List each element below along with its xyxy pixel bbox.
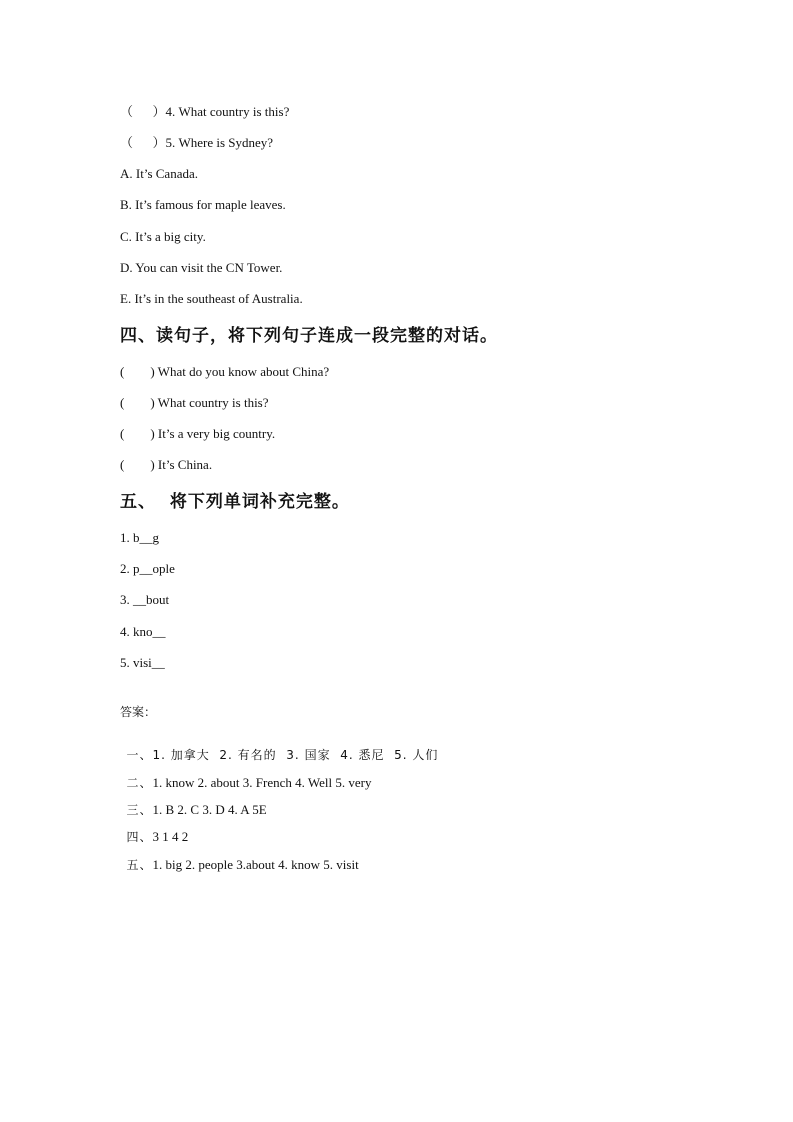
section-5-heading: 五、 将下列单词补充完整。 (120, 492, 350, 512)
answers-label: 答案： (120, 705, 157, 719)
answer-3-prefix: 三、 (126, 803, 153, 817)
answer-3-body: 1. B 2. C 3. D 4. A 5E (152, 802, 267, 817)
answer-2-body: 1. know 2. about 3. French 4. Well 5. very (152, 775, 372, 790)
option-a: A. It’s Canada. (120, 166, 198, 181)
dialogue-item-1: ( ) What do you know about China? (120, 364, 330, 379)
answer-1-prefix: 一、 (126, 748, 153, 762)
word-item-3: 3. __bout (120, 592, 170, 607)
answer-5-body: 1. big 2. people 3.about 4. know 5. visit (152, 857, 359, 872)
word-item-1: 1. b__g (120, 530, 159, 545)
answer-4-prefix: 四、 (126, 830, 153, 844)
answer-5 (120, 841, 359, 873)
option-e: E. It’s in the southeast of Australia. (120, 291, 303, 306)
question-4: （ ）4. What country is this? (120, 104, 290, 119)
answer-2-prefix: 二、 (126, 776, 153, 790)
option-c: C. It’s a big city. (120, 229, 206, 244)
dialogue-item-3: ( ) It’s a very big country. (120, 426, 276, 441)
word-item-2: 2. p__ople (120, 561, 175, 576)
answer-4-body: 3 1 4 2 (152, 829, 189, 844)
option-d: D. You can visit the CN Tower. (120, 260, 283, 275)
section-4-heading: 四、读句子，将下列句子连成一段完整的对话。 (120, 326, 498, 346)
dialogue-item-4: ( ) It’s China. (120, 457, 213, 472)
word-item-4: 4. kno__ (120, 624, 166, 639)
answer-1-body: 1. 加拿大 2. 有名的 3. 国家 4. 悉尼 5. 人们 (152, 748, 439, 762)
dialogue-item-2: ( ) What country is this? (120, 395, 269, 410)
word-item-5: 5. visi__ (120, 655, 165, 670)
option-b: B. It’s famous for maple leaves. (120, 197, 286, 212)
question-5: （ ）5. Where is Sydney? (120, 135, 274, 150)
answer-5-prefix: 五、 (126, 858, 153, 872)
